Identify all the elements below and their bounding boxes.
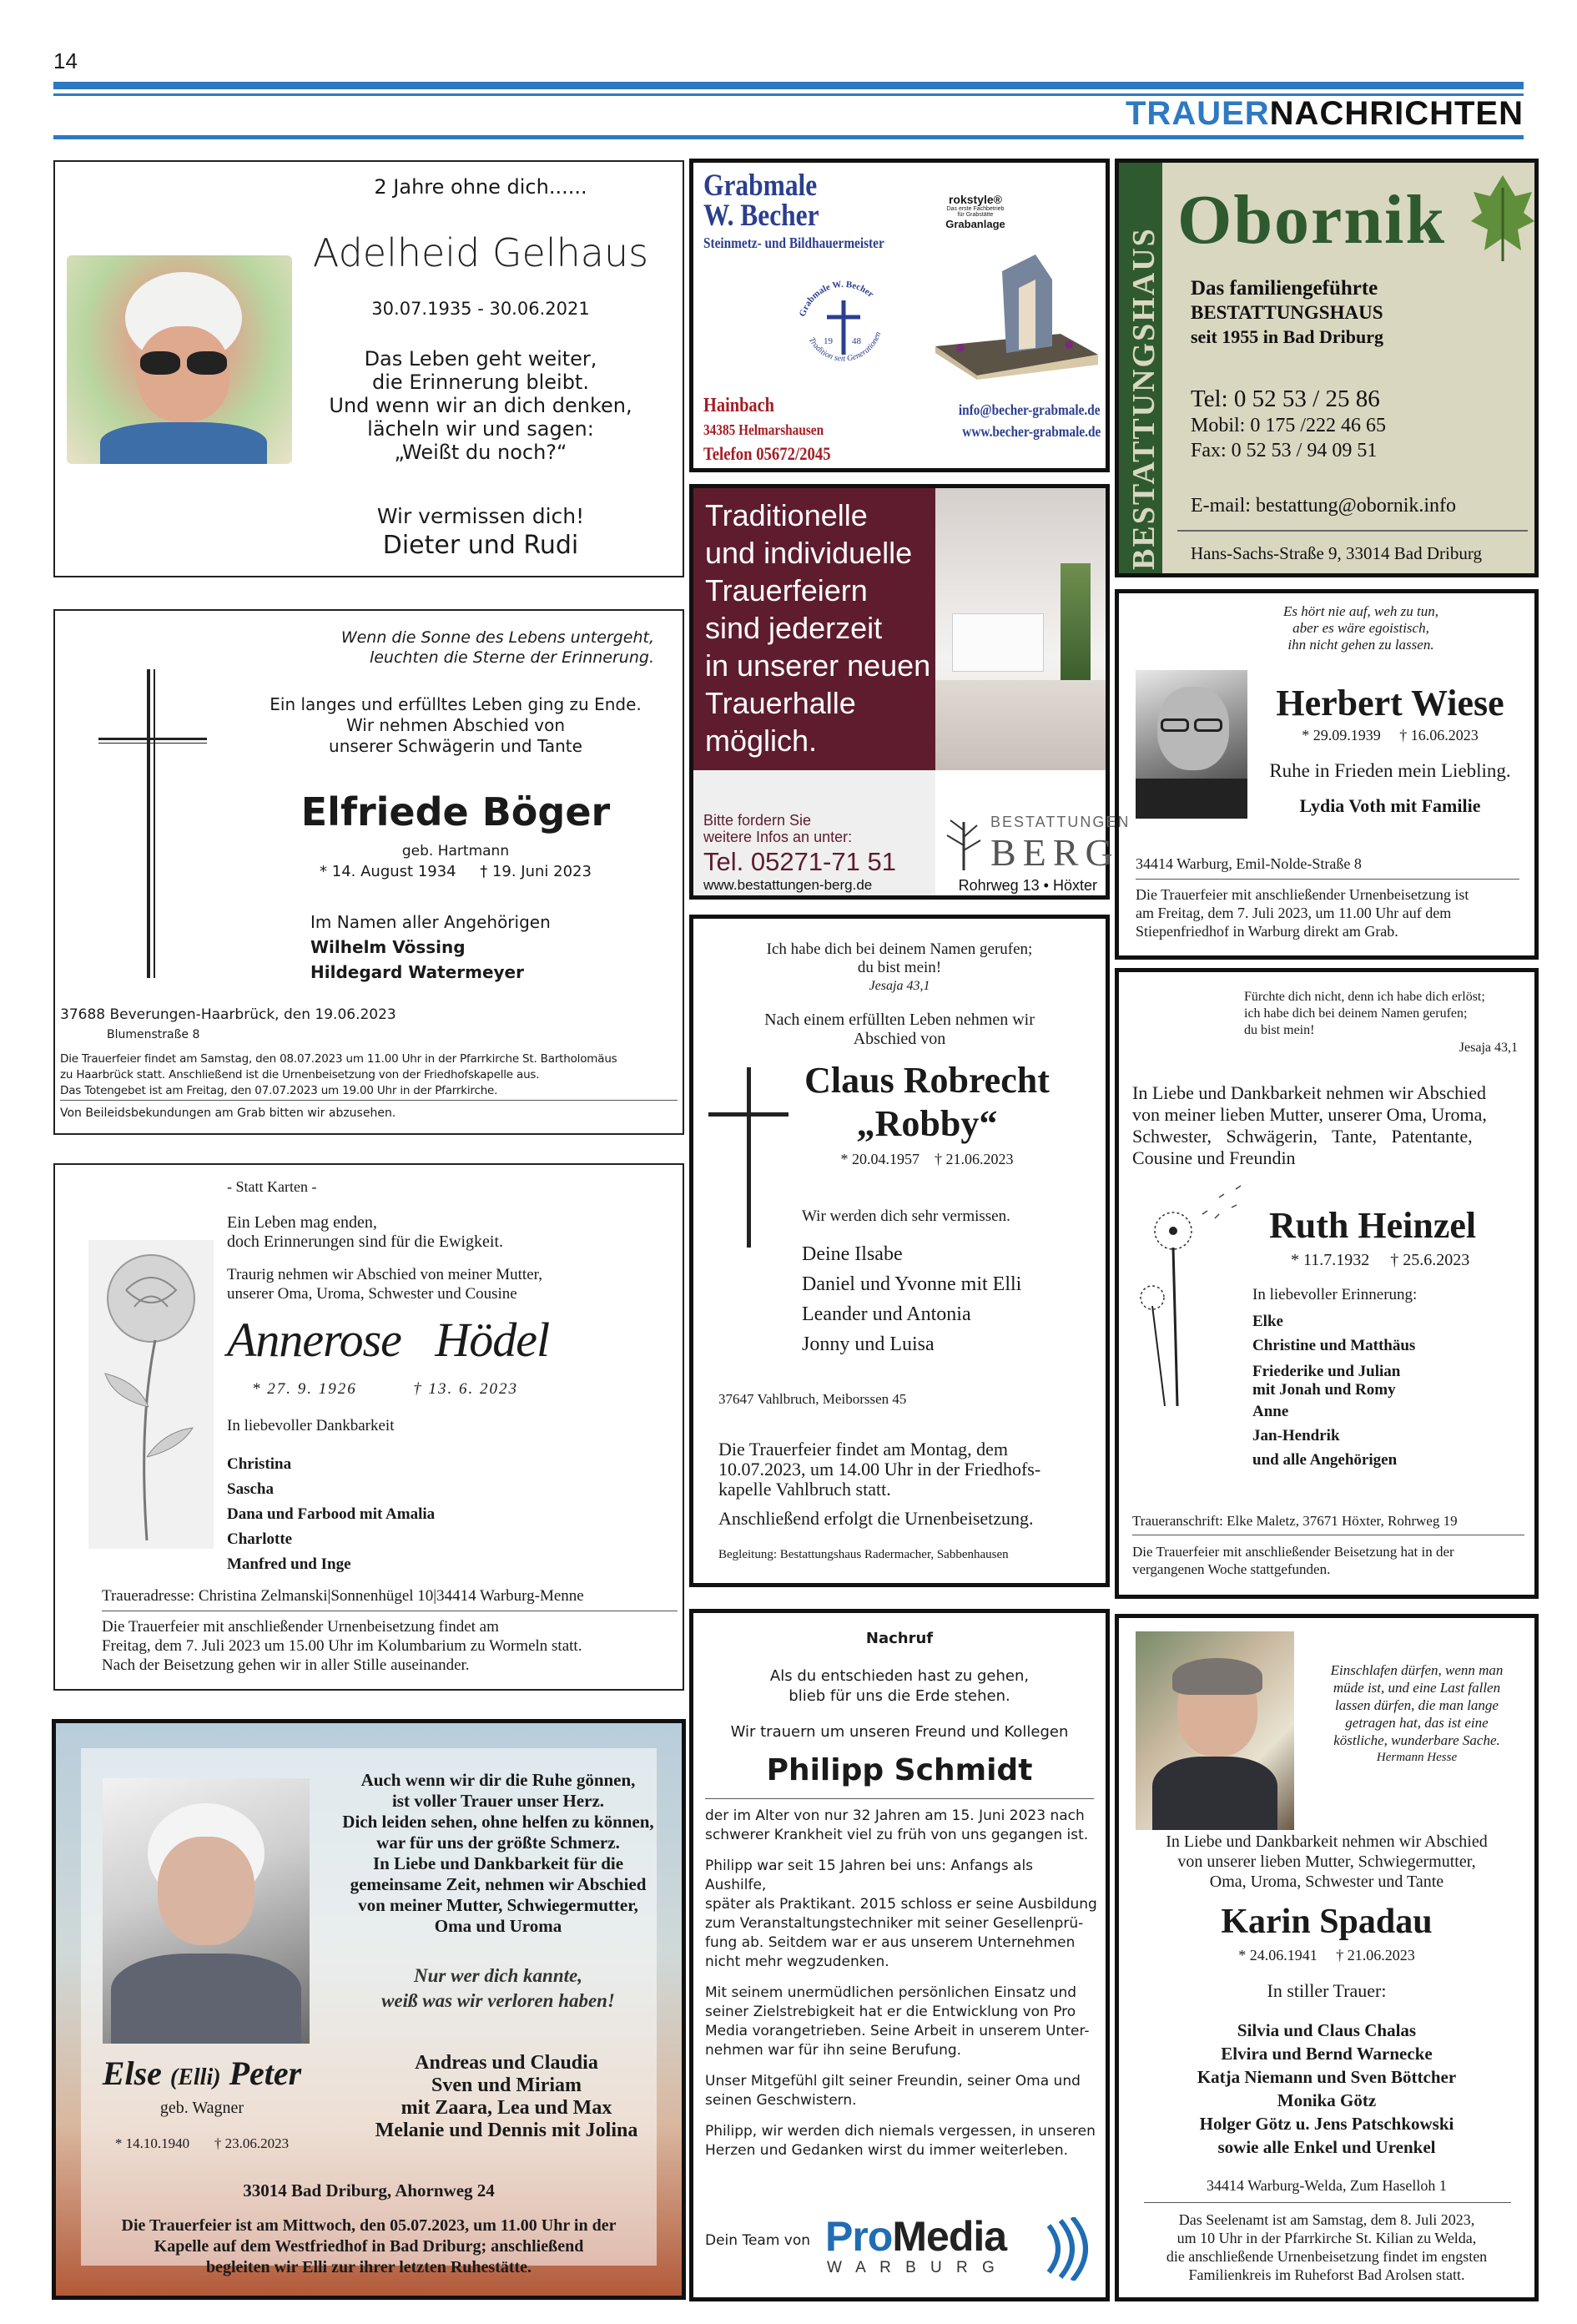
- deceased-name: Elfriede Böger: [300, 789, 611, 834]
- cross-icon: [147, 669, 150, 978]
- address: Traueradresse: Christina Zelmanski|Sonnenhügel 10|34414 Warburg-Menne: [102, 1587, 584, 1605]
- signed: Lydia Voth mit Familie: [1299, 795, 1481, 816]
- text-2: Traurig nehmen wir Abschied von meiner Mutter, unserer Oma, Uroma, Schwester und Cousine: [227, 1266, 542, 1303]
- quote: Ich habe dich bei deinem Namen gerufen; du bist mein! Jesaja 43,1: [766, 940, 1033, 993]
- poem: Als du entschieden hast zu gehen, blieb für uns die Erde stehen.: [769, 1667, 1030, 1705]
- mourning: In stiller Trauer:: [1267, 1980, 1387, 2001]
- quote: Fürchte dich nicht, denn ich habe dich erlöst; ich habe dich bei deinem Namen gerufen; du bist mein!: [1244, 990, 1485, 1037]
- ad-obornik: [1115, 159, 1539, 577]
- poem: Das Leben geht weiter, die Erinnerung bleibt. Und wenn wir an dich denken, lächeln wir und sagen: „Weißt du noch?“: [329, 347, 632, 464]
- intro: In Liebe und Dankbarkeit nehmen wir Abschied von meiner lieben Mutter, unserer Oma, Uroma, Schwester, Schwägerin, Tante, Patentante, Cousine und Freundin: [1132, 1082, 1487, 1168]
- tree-icon: [940, 814, 987, 872]
- becher-title: Grabmale W. Becher: [703, 169, 819, 233]
- quote: Wenn die Sonne des Lebens untergeht, leuchten die Sterne der Erinnerung.: [340, 628, 654, 667]
- dates: * 24.06.1941 † 21.06.2023: [1238, 1947, 1415, 1964]
- berg-phone: Tel. 05271-71 51: [703, 847, 896, 876]
- service-info: Die Trauerfeier findet am Montag, dem 10.07.2023, um 14.00 Uhr in der Friedhofs- kapelle Vahlbruch statt.: [718, 1439, 1041, 1500]
- portrait-photo: [1136, 1631, 1294, 1830]
- obituary-peter: [52, 1719, 686, 2300]
- gravestone-photo: [927, 255, 1102, 380]
- portrait-photo: [1136, 670, 1247, 819]
- becher-web[interactable]: www.becher-grabmale.de: [961, 423, 1101, 440]
- miss-text: Wir werden dich sehr vermissen.: [802, 1207, 1010, 1225]
- deceased-name: Annerose Hödel: [227, 1313, 550, 1367]
- quote: Nur wer dich kannte, weiß was wir verloren haben!: [381, 1965, 615, 2011]
- rokstyle-logo: rokstyle® Das erste Fachbetrieb für Grabstätte Grabanlage: [945, 193, 1005, 230]
- becher-subtitle: Steinmetz- und Bildhauermeister: [703, 234, 884, 251]
- service-info: Die Trauerfeier mit anschließender Urnenbeisetzung ist am Freitag, dem 7. Juli 2023, um 11.00 Uhr auf dem Stiepenfriedhof in Warburg direkt am Grab.: [1136, 886, 1469, 940]
- obituary-heinzel: [1115, 968, 1539, 1599]
- service-info: Die Trauerfeier findet am Samstag, den 08.07.2023 um 11.00 Uhr in der Pfarrkirche St. Bartholomäus zu Haarbrück statt. Anschließend ist die Urnenbeisetzung von der Friedhofskapelle aus. Das Totengebet ist am Freitag, den 07.07.2023 um 19.00 Uhr in der Pfarrkirche.: [60, 1052, 617, 1097]
- dates: 30.07.1935 - 30.06.2021: [371, 299, 590, 319]
- intro: In Liebe und Dankbarkeit nehmen wir Abschied von unserer lieben Mutter, Schwiegermutter, Oma, Uroma, Schwester und Tante: [1166, 1832, 1488, 1891]
- born-name: geb. Hartmann: [401, 843, 510, 860]
- obituary-boeger: [53, 609, 684, 1135]
- nachruf-heading: Nachruf: [865, 1630, 934, 1647]
- obornik-tagline: Das familiengeführte BESTATTUNGSHAUS seit 1955 in Bad Driburg: [1191, 277, 1384, 347]
- berg-logo: BERG: [990, 831, 1120, 874]
- obituary-gelhaus: [53, 160, 684, 577]
- hall-photo: [935, 488, 1106, 770]
- dates: * 29.09.1939 † 16.06.2023: [1302, 727, 1479, 744]
- service-info: Die Trauerfeier mit anschließender Beisetzung hat in der vergangenen Woche stattgefunden.: [1132, 1544, 1454, 1577]
- obituary-schmidt: [689, 1609, 1110, 2301]
- quote-source: Jesaja 43,1: [1459, 1041, 1518, 1055]
- intro: Wir trauern um unseren Freund und Kollegen: [730, 1723, 1069, 1741]
- service-info: Die Trauerfeier ist am Mittwoch, den 05.07.2023, um 11.00 Uhr in der Kapelle auf dem Westfriedhof in Bad Driburg; anschließend begleiten wir Elli zur ihrer letzten Ruhestätte.: [121, 2216, 617, 2276]
- berg-info: Bitte fordern Sie weitere Infos an unter:: [703, 812, 853, 845]
- family: Im Namen aller Angehörigen Wilhelm Vössing Hildegard Watermeyer: [310, 912, 551, 982]
- address: 34414 Warburg-Welda, Zum Haselloh 1: [1207, 2177, 1447, 2194]
- address: Traueranschrift: Elke Maletz, 37671 Höxter, Rohrweg 19: [1132, 1513, 1458, 1529]
- deceased-name: Karin Spadau: [1221, 1903, 1433, 1941]
- family: Elke Christine und Matthäus Friederike und Julian mit Jonah und Romy Anne Jan-Hendrik und alle Angehörigen: [1252, 1313, 1416, 1469]
- dates: * 11.7.1932 † 25.6.2023: [1291, 1251, 1470, 1269]
- obituary-robrecht: [689, 915, 1110, 1587]
- dates: * 14. August 1934 † 19. Juni 2023: [320, 863, 592, 880]
- becher-address: 34385 Helmarshausen: [703, 421, 824, 438]
- becher-seal-icon: [794, 267, 894, 380]
- becher-phone: Telefon 05672/2045: [703, 443, 831, 464]
- team-signature: Dein Team von: [705, 2232, 811, 2249]
- signal-waves-icon: [1042, 2217, 1089, 2281]
- section-title: TRAUERNACHRICHTEN: [1126, 95, 1524, 132]
- svg-text:48: 48: [852, 336, 861, 346]
- deceased-name: Adelheid Gelhaus: [312, 230, 649, 275]
- dates: * 27. 9. 1926 † 13. 6. 2023: [252, 1380, 518, 1398]
- obituary-spadau: [1115, 1614, 1539, 2301]
- header-rule: [53, 82, 1524, 89]
- service-info: Das Seelenamt ist am Samstag, dem 8. Juli 2023, um 10 Uhr in der Pfarrkirche St. Kilian zu Welda, die anschließende Urnenbeisetzung findet im engsten Familienkreis im Ruheforst Bad Arolsen statt.: [1166, 2211, 1488, 2283]
- obituary-wiese: [1115, 589, 1539, 960]
- page-number: 14: [53, 48, 78, 73]
- family: Christina Sascha Dana und Farbood mit Amalia Charlotte Manfred und Inge: [227, 1455, 436, 1573]
- header-rule-bottom: [53, 135, 1524, 139]
- obornik-email[interactable]: E-mail: bestattung@obornik.info: [1191, 495, 1457, 517]
- svg-text:19: 19: [824, 336, 833, 346]
- svg-text:Grabmale W. Becher: Grabmale W. Becher: [797, 279, 876, 319]
- deceased-name: Ruth Heinzel: [1269, 1205, 1477, 1246]
- miss-text: Wir vermissen dich!: [376, 504, 585, 528]
- intro: - Statt Karten -: [227, 1178, 317, 1195]
- signed: Dieter und Rudi: [382, 531, 579, 560]
- portrait-photo: [67, 255, 292, 464]
- dates: * 20.04.1957 † 21.06.2023: [840, 1151, 1014, 1167]
- street: Blumenstraße 8: [107, 1028, 200, 1041]
- svg-text:Tradition seit Generationen: Tradition seit Generationen: [806, 330, 884, 364]
- obornik-logo: Obornik: [1177, 181, 1447, 259]
- address: 37647 Vahlbruch, Meiborssen 45: [718, 1391, 907, 1407]
- berg-brand-top: BESTATTUNGEN: [990, 814, 1131, 830]
- promedia-logo: ProMedia: [825, 2213, 1007, 2260]
- portrait-photo: [103, 1778, 310, 2044]
- intro: Nach einem erfüllten Leben nehmen wir Abschied von: [764, 1011, 1035, 1048]
- becher-town: Hainbach: [703, 395, 775, 416]
- intro-text: Ein langes und erfülltes Leben ging zu Ende. Wir nehmen Abschied von unserer Schwägerin und Tante: [270, 694, 642, 756]
- deceased-name: Philipp Schmidt: [766, 1753, 1033, 1787]
- obituary-hoedel: [53, 1163, 684, 1691]
- born-name: geb. Wagner: [159, 2099, 244, 2117]
- quote: Einschlafen dürfen, wenn man müde ist, und eine Last fallen lassen dürfen, die man lange getragen hat, das ist eine köstliche, wunderbare Sache. Hermann Hesse: [1330, 1662, 1504, 1764]
- text-1: Ein Leben mag enden, doch Erinnerungen sind für die Ewigkeit.: [227, 1213, 504, 1251]
- dates: * 14.10.1940 † 23.06.2023: [114, 2135, 290, 2151]
- obornik-address: Hans-Sachs-Straße 9, 33014 Bad Driburg: [1191, 543, 1482, 563]
- family: Silvia und Claus Chalas Elvira und Bernd Warnecke Katja Niemann und Sven Böttcher Monika Götz Holger Götz u. Jens Patschkowski sowie alle Enkel und Urenkel: [1197, 2020, 1457, 2157]
- deceased-name: Else (Elli) Peter: [102, 2054, 302, 2092]
- quote: Es hört nie auf, weh zu tun, aber es wäre egoistisch, ihn nicht gehen zu lassen.: [1282, 603, 1439, 653]
- berg-web[interactable]: www.bestattungen-berg.de: [703, 877, 873, 893]
- family: Andreas und Claudia Sven und Miriam mit Zaara, Lea und Max Melanie und Dennis mit Jolina: [375, 2052, 638, 2141]
- ad-becher: [689, 159, 1110, 472]
- deceased-name: Claus Robrecht „Robby“: [804, 1060, 1050, 1144]
- rose-icon: [88, 1240, 214, 1549]
- ad-berg: [689, 484, 1131, 900]
- leaf-icon: [1469, 171, 1536, 263]
- family: Deine Ilsabe Daniel und Yvonne mit Elli Leander und Antonia Jonny und Luisa: [802, 1243, 1022, 1355]
- berg-headline: Traditionelle und individuelle Trauerfeiern sind jederzeit in unserer neuen Trauerhalle möglich.: [705, 498, 931, 758]
- tribute-text: der im Alter von nur 32 Jahren am 15. Juni 2023 nach schwerer Krankheit viel zu früh von uns gegangen ist. Philipp war seit 15 Jahren bei uns: Anfangs als Aushilfe, später als Praktikant. 2015 schloss er seine Ausbildung zum Veranstaltungstechniker mit seiner Gesellenprü- fung ab. Seitdem war er aus unserem Unternehmen nicht mehr wegzudenken. Mit seinem unermüdlichen persönlichen Einsatz und seiner Zielstrebigkeit hat er die Entwicklung von Pro Media vorangetrieben. Seine Arbeit in unserem Unter- nehmen war für ihn seine Berufung. Unser Mitgefühl gilt seiner Freundin, seiner Oma und seinen Geschwistern. Philipp, wir werden dich niemals vergessen, in unseren Herzen und Gedanken wirst du immer weiterleben.: [705, 1807, 1097, 2159]
- intro: 2 Jahre ohne dich......: [374, 175, 587, 199]
- poem: Auch wenn wir dir die Ruhe gönnen, ist voller Trauer unser Herz. Dich leiden sehen, ohne helfen zu können, war für uns der größte Schmerz. In Liebe und Dankbarkeit für die gemeinsame Zeit, nehmen wir Abschied von meiner Mutter, Schwiegermutter, Oma und Uroma: [342, 1770, 654, 1936]
- condolence-note: Von Beileidsbekundungen am Grab bitten wir abzusehen.: [60, 1107, 396, 1120]
- obornik-side-label: BESTATTUNGSHAUS: [1126, 227, 1161, 570]
- place-date: 37688 Beverungen-Haarbrück, den 19.06.2023: [60, 1006, 396, 1023]
- address: 33014 Bad Driburg, Ahornweg 24: [243, 2180, 495, 2200]
- gratitude: In liebevoller Dankbarkeit: [227, 1417, 395, 1434]
- service-info: Die Trauerfeier mit anschließender Urnenbeisetzung findet am Freitag, dem 7. Juli 2023 um 15.00 Uhr im Kolumbarium zu Wormeln statt. Nach der Beisetzung gehen wir in aller Stille auseinander.: [102, 1618, 582, 1674]
- rip-text: Ruhe in Frieden mein Liebling.: [1269, 760, 1511, 781]
- undertaker: Begleitung: Bestattungshaus Radermacher, Sabbenhausen: [718, 1548, 1009, 1561]
- address: 34414 Warburg, Emil-Nolde-Straße 8: [1136, 855, 1362, 872]
- urn-note: Anschließend erfolgt die Urnenbeisetzung.: [718, 1508, 1034, 1529]
- promedia-sub: W A R B U R G: [827, 2259, 1000, 2276]
- dandelion-icon: [1136, 1181, 1252, 1414]
- deceased-name: Herbert Wiese: [1276, 683, 1504, 723]
- becher-email[interactable]: info@becher-grabmale.de: [959, 401, 1101, 418]
- berg-address: Rohrweg 13 • Höxter: [958, 877, 1097, 894]
- obornik-contacts: Tel: 0 52 53 / 25 86 Mobil: 0 175 /222 46 65 Fax: 0 52 53 / 94 09 51: [1191, 386, 1387, 461]
- memory: In liebevoller Erinnerung:: [1252, 1286, 1418, 1303]
